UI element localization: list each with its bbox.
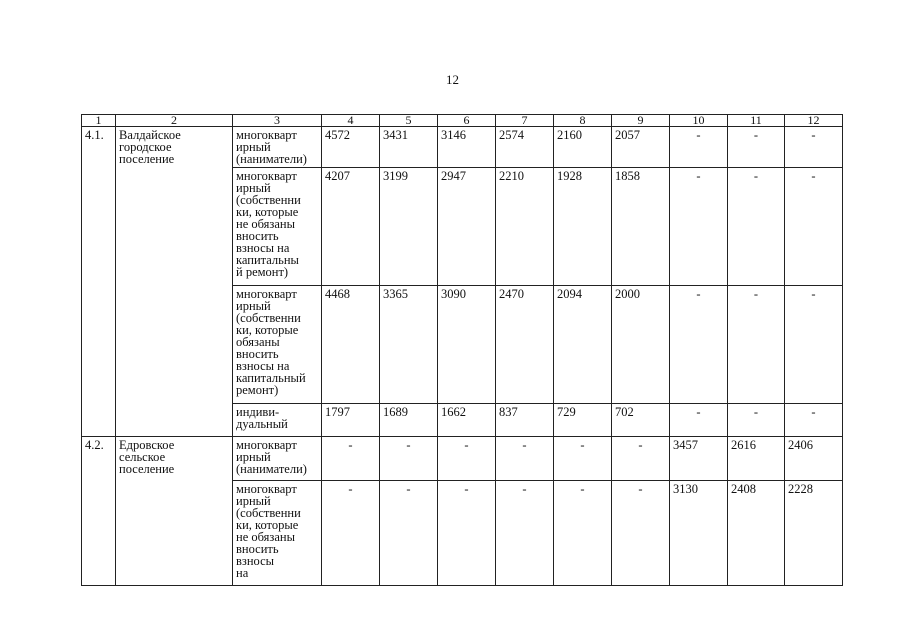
header-cell: 3 bbox=[233, 115, 322, 127]
value-cell: 3090 bbox=[438, 286, 496, 404]
value-cell: 1689 bbox=[380, 404, 438, 437]
value-cell: 4207 bbox=[322, 168, 380, 286]
value-cell: - bbox=[670, 127, 728, 168]
header-cell: 7 bbox=[496, 115, 554, 127]
value-cell: - bbox=[380, 437, 438, 481]
page-number: 12 bbox=[446, 72, 459, 87]
value-cell: - bbox=[322, 437, 380, 481]
value-cell: 3457 bbox=[670, 437, 728, 481]
value-cell: - bbox=[785, 127, 843, 168]
value-cell: 2057 bbox=[612, 127, 670, 168]
housing-type: многокварт ирный (собственни ки, которые не обязаны вносить взносы на капитальны й ремонт) bbox=[233, 168, 322, 286]
value-cell: 1928 bbox=[554, 168, 612, 286]
housing-type: многокварт ирный (собственни ки, которые не обязаны вносить взносы на bbox=[233, 481, 322, 586]
value-cell: - bbox=[670, 168, 728, 286]
value-cell: - bbox=[612, 481, 670, 586]
value-cell: 702 bbox=[612, 404, 670, 437]
header-cell: 11 bbox=[728, 115, 785, 127]
section-number: 4.1. bbox=[82, 127, 116, 437]
value-cell: - bbox=[496, 437, 554, 481]
value-cell: 2406 bbox=[785, 437, 843, 481]
value-cell: 4572 bbox=[322, 127, 380, 168]
value-cell: 3130 bbox=[670, 481, 728, 586]
value-cell: 2470 bbox=[496, 286, 554, 404]
value-cell: - bbox=[554, 437, 612, 481]
value-cell: - bbox=[322, 481, 380, 586]
value-cell: - bbox=[728, 168, 785, 286]
value-cell: 2616 bbox=[728, 437, 785, 481]
header-row bbox=[82, 115, 843, 127]
value-cell: 2408 bbox=[728, 481, 785, 586]
header-cell: 9 bbox=[612, 115, 670, 127]
header-cell: 5 bbox=[380, 115, 438, 127]
value-cell: 3199 bbox=[380, 168, 438, 286]
section-number: 4.2. bbox=[82, 437, 116, 586]
value-cell: - bbox=[728, 127, 785, 168]
header-cell: 10 bbox=[670, 115, 728, 127]
value-cell: 1797 bbox=[322, 404, 380, 437]
value-cell: 3146 bbox=[438, 127, 496, 168]
housing-type: многокварт ирный (наниматели) bbox=[233, 437, 322, 481]
value-cell: - bbox=[554, 481, 612, 586]
value-cell: - bbox=[612, 437, 670, 481]
header-cell: 6 bbox=[438, 115, 496, 127]
value-cell: - bbox=[380, 481, 438, 586]
value-cell: - bbox=[670, 286, 728, 404]
housing-type: многокварт ирный (наниматели) bbox=[233, 127, 322, 168]
value-cell: 837 bbox=[496, 404, 554, 437]
value-cell: - bbox=[496, 481, 554, 586]
table-row bbox=[82, 437, 843, 481]
housing-type: индиви- дуальный bbox=[233, 404, 322, 437]
value-cell: 2210 bbox=[496, 168, 554, 286]
table-row bbox=[82, 127, 843, 168]
value-cell: 2160 bbox=[554, 127, 612, 168]
settlement-name: Едровское сельское поселение bbox=[116, 437, 233, 586]
value-cell: - bbox=[438, 481, 496, 586]
value-cell: - bbox=[438, 437, 496, 481]
value-cell: 1662 bbox=[438, 404, 496, 437]
value-cell: - bbox=[785, 286, 843, 404]
settlement-name: Валдайское городское поселение bbox=[116, 127, 233, 437]
value-cell: 3431 bbox=[380, 127, 438, 168]
value-cell: - bbox=[728, 404, 785, 437]
value-cell: 2947 bbox=[438, 168, 496, 286]
header-cell: 8 bbox=[554, 115, 612, 127]
value-cell: 2228 bbox=[785, 481, 843, 586]
housing-type: многокварт ирный (собственни ки, которые обязаны вносить взносы на капитальный ремонт) bbox=[233, 286, 322, 404]
value-cell: 3365 bbox=[380, 286, 438, 404]
value-cell: - bbox=[728, 286, 785, 404]
header-cell: 4 bbox=[322, 115, 380, 127]
value-cell: 2094 bbox=[554, 286, 612, 404]
header-cell: 12 bbox=[785, 115, 843, 127]
tariff-table bbox=[81, 114, 843, 586]
header-cell: 1 bbox=[82, 115, 116, 127]
header-cell: 2 bbox=[116, 115, 233, 127]
value-cell: - bbox=[785, 404, 843, 437]
value-cell: 1858 bbox=[612, 168, 670, 286]
value-cell: 2574 bbox=[496, 127, 554, 168]
value-cell: 2000 bbox=[612, 286, 670, 404]
value-cell: - bbox=[670, 404, 728, 437]
value-cell: - bbox=[785, 168, 843, 286]
value-cell: 729 bbox=[554, 404, 612, 437]
value-cell: 4468 bbox=[322, 286, 380, 404]
